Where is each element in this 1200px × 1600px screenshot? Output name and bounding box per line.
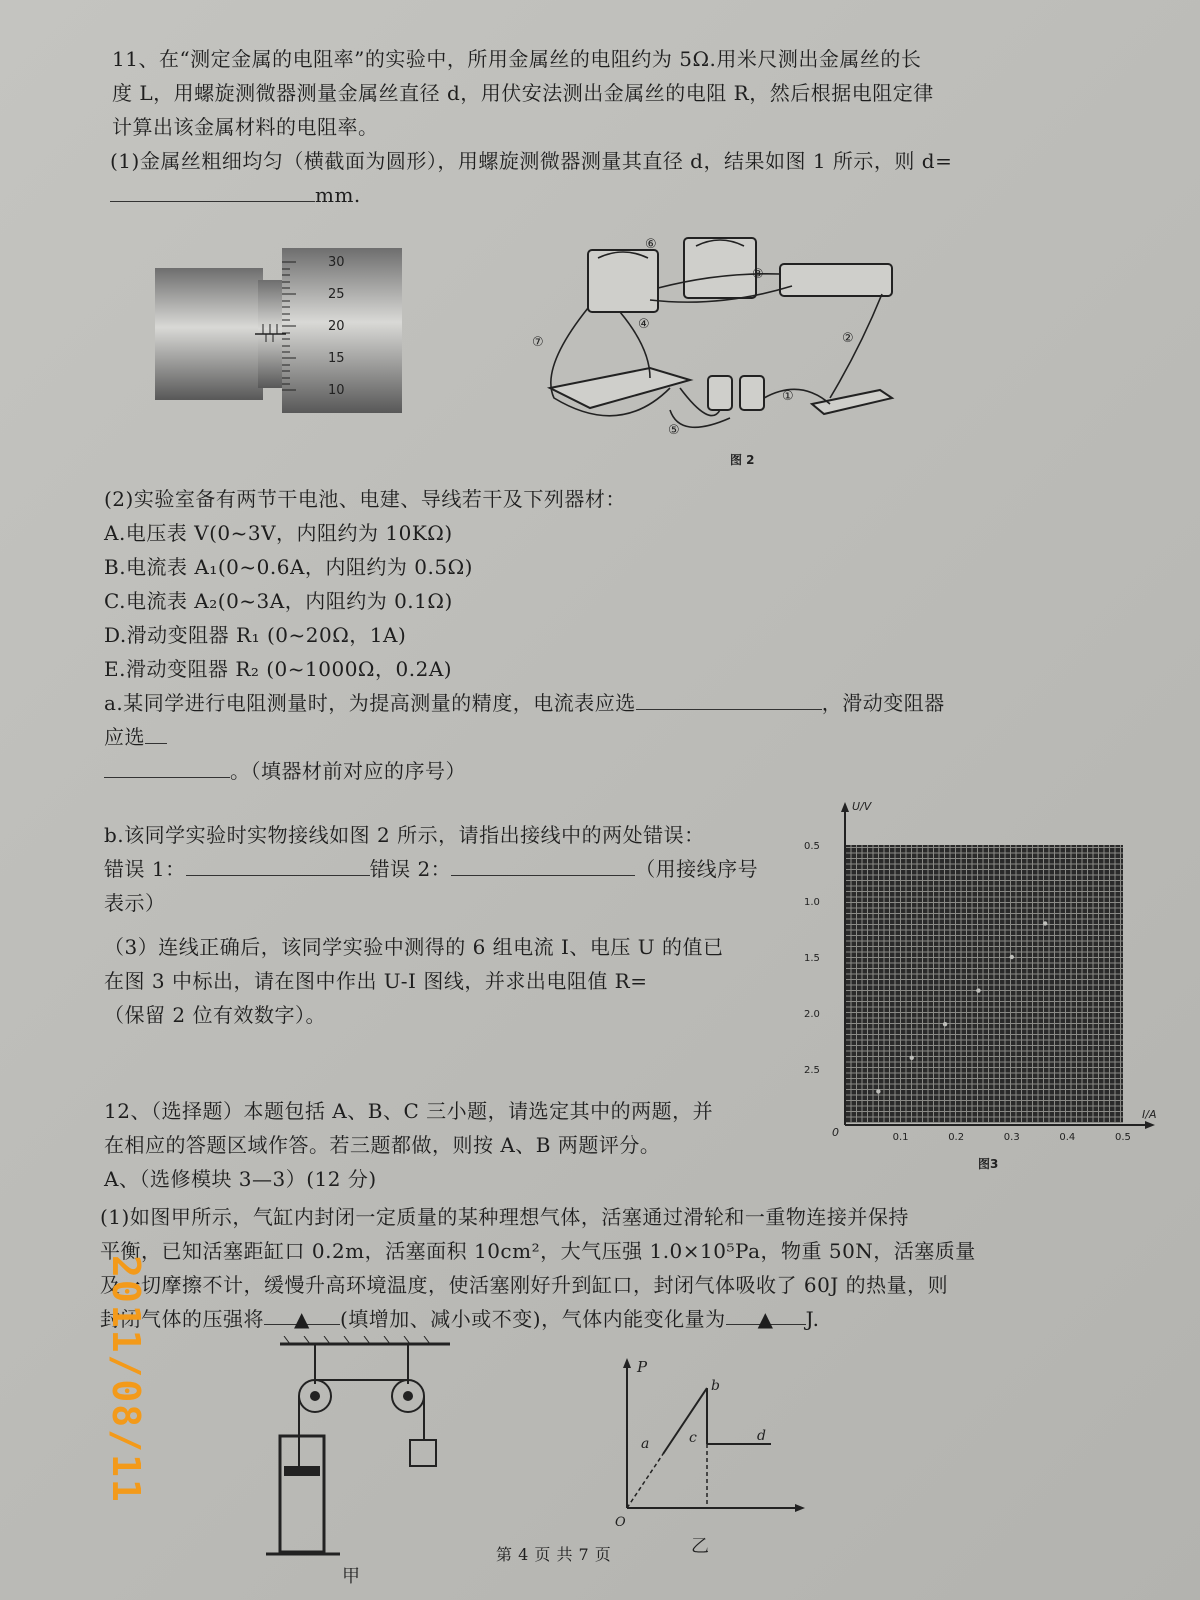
p-axis-label: P: [637, 1358, 648, 1376]
answer-blank-error2[interactable]: [451, 857, 635, 876]
q12-p1-line3: 及一切摩擦不计，缓慢升高环境温度，使活塞刚好升到缸口，封闭气体吸收了 60J 的热量，则: [100, 1273, 949, 1297]
fig3-caption: 图3: [978, 1157, 999, 1171]
q12-p1-line1: (1)如图甲所示，气缸内封闭一定质量的某种理想气体，活塞通过滑轮和一重物连接并保持: [100, 1205, 909, 1229]
date-stamp: 2011/08/11: [104, 1255, 148, 1504]
circuit-wiring-figure: [530, 228, 930, 468]
wire-label-6: ⑥: [645, 237, 657, 252]
wire-label-4: ④: [638, 317, 650, 332]
pt-graph-figure: [605, 1356, 805, 1566]
answer-blank-error1[interactable]: [186, 857, 370, 876]
graph-origin: 0: [832, 1126, 839, 1139]
answer-blank-rheostat[interactable]: [145, 725, 167, 744]
q11-a-text3: 。（填器材前对应的序号）: [230, 759, 466, 783]
hanging-weight: [410, 1440, 436, 1466]
q11-a-text-end: ，滑动变阻器: [821, 691, 945, 715]
q12-text-b: (填增加、减小或不变)，气体内能变化量为: [340, 1307, 726, 1331]
thimble-tick-label: 30: [328, 255, 345, 270]
pt-origin: O: [615, 1515, 626, 1530]
q11-a-line3: [104, 758, 466, 784]
answer-blank-pressure[interactable]: [264, 1306, 340, 1331]
q11-part1-answer-line: [110, 182, 361, 208]
q12-text-a: 封闭气体的压强将: [100, 1307, 264, 1331]
error1-label: 错误 1：: [104, 857, 186, 881]
point-d: d: [757, 1428, 766, 1444]
thimble-tick-label: 20: [328, 319, 345, 334]
piston: [284, 1466, 320, 1476]
fig-jia-caption: 甲: [342, 1566, 360, 1586]
q11-a-line1: [104, 690, 945, 716]
y-tick-label: 0.5: [804, 841, 820, 852]
y-tick-label: 2.0: [804, 1009, 820, 1020]
q11-part3-line3: （保留 2 位有效数字）。: [104, 1003, 326, 1027]
error2-label: 错误 2：: [369, 857, 452, 881]
q11-part2-intro: (2)实验室备有两节干电池、电建、导线若干及下列器材：: [104, 487, 626, 511]
q12-text-c: J.: [805, 1307, 820, 1331]
y-tick-label: 1.0: [804, 897, 820, 908]
data-point: [1010, 955, 1014, 959]
rheostat: [780, 264, 892, 296]
wire-label-1: ①: [782, 389, 794, 404]
gas-cylinder: [280, 1436, 324, 1552]
x-tick-label: 0.3: [1003, 1132, 1020, 1143]
q11-part3-line1: （3）连线正确后，该同学实验中测得的 6 组电流 I、电压 U 的值已: [104, 935, 724, 959]
wire-label-7: ⑦: [532, 335, 544, 350]
data-point: [943, 1022, 947, 1026]
x-tick-label: 0.4: [1059, 1132, 1076, 1143]
x-tick-label: 0.2: [948, 1132, 965, 1143]
wire-label-3: ③: [752, 267, 764, 282]
q11-a-text: a.某同学进行电阻测量时，为提高测量的精度，电流表应选: [104, 691, 636, 715]
option-d: D.滑动变阻器 R₁ (0~20Ω，1A): [104, 623, 407, 647]
x-tick-label: 0.5: [1115, 1132, 1131, 1143]
point-a: a: [641, 1436, 650, 1452]
micrometer-frame: [155, 268, 263, 400]
fig-yi-caption: 乙: [691, 1536, 709, 1557]
ui-graph: [800, 800, 1180, 1180]
q11-part1: (1)金属丝粗细均匀（横截面为圆形），用螺旋测微器测量其直径 d，结果如图 1 所示，则 d=: [110, 149, 953, 173]
point-b: b: [711, 1378, 720, 1394]
micrometer-figure: [150, 228, 425, 428]
x-axis-label: I/A: [1142, 1108, 1157, 1121]
triangle-marker: ▲: [757, 1307, 774, 1331]
q11-a-line2: [104, 724, 167, 750]
answer-blank-rheostat-cont[interactable]: [104, 759, 230, 778]
q11-b-line1: b.该同学实验时实物接线如图 2 所示，请指出接线中的两处错误：: [104, 823, 705, 847]
q12-p1-line2: 平衡，已知活塞距缸口 0.2m，活塞面积 10cm²，大气压强 1.0×10⁵Pa，物重 50N，活塞质量: [100, 1239, 976, 1263]
point-c: c: [689, 1430, 697, 1446]
option-c: C.电流表 A₂(0~3A，内阻约为 0.1Ω): [104, 589, 453, 613]
ammeter: [684, 238, 756, 298]
thimble-tick-label: 25: [328, 287, 345, 302]
option-b: B.电流表 A₁(0~0.6A，内阻约为 0.5Ω): [104, 555, 473, 579]
y-tick-label: 2.5: [804, 1065, 820, 1076]
q12-line1: 12、（选择题）本题包括 A、B、C 三小题，请选定其中的两题，并: [104, 1099, 714, 1123]
data-point: [876, 1089, 880, 1093]
switch: [812, 390, 892, 414]
option-a: A.电压表 V(0~3V，内阻约为 10KΩ): [104, 521, 453, 545]
q11-line2: 度 L，用螺旋测微器测量金属丝直径 d，用伏安法测出金属丝的电阻 R，然后根据电阻定律: [112, 81, 934, 105]
fig2-caption: 图 2: [730, 453, 755, 467]
q12-p1-line4: [100, 1306, 819, 1332]
thimble-tick-label: 10: [328, 383, 345, 398]
q11-part3-line2: 在图 3 中标出，请在图中作出 U-I 图线，并求出电阻值 R=: [104, 969, 648, 993]
q11-b-line2: [104, 856, 758, 882]
answer-blank-ammeter[interactable]: [636, 691, 822, 710]
unit-mm: mm.: [315, 183, 361, 207]
battery-1: [708, 376, 732, 410]
y-tick-label: 1.5: [804, 953, 820, 964]
data-point: [1043, 921, 1047, 925]
data-point: [910, 1056, 914, 1060]
x-tick-label: 0.1: [892, 1132, 909, 1143]
thimble-tick-label: 15: [328, 351, 345, 366]
q12-a-title: A、（选修模块 3—3）(12 分): [104, 1167, 377, 1191]
wire-label-2: ②: [842, 331, 854, 346]
q11-line1: 11、在“测定金属的电阻率”的实验中，所用金属丝的电阻约为 5Ω.用米尺测出金属丝的长: [112, 47, 922, 71]
y-axis-label: U/V: [852, 800, 872, 813]
triangle-marker: ▲: [294, 1307, 310, 1331]
option-e: E.滑动变阻器 R₂ (0~1000Ω，0.2A): [104, 657, 453, 681]
voltmeter: [588, 250, 658, 312]
battery-2: [740, 376, 764, 410]
answer-blank-energy[interactable]: [726, 1306, 806, 1331]
answer-blank-d[interactable]: [110, 183, 315, 202]
data-point: [976, 988, 980, 992]
error-hint: （用接线序号: [635, 857, 759, 881]
q12-line2: 在相应的答题区域作答。若三题都做，则按 A、B 两题评分。: [104, 1133, 661, 1157]
q11-b-line3: 表示）: [104, 891, 166, 915]
wire-label-5: ⑤: [668, 423, 680, 438]
q11-line3: 计算出该金属材料的电阻率。: [112, 115, 379, 139]
page-footer: 第 4 页 共 7 页: [496, 1545, 612, 1564]
cylinder-pulley-figure: [260, 1336, 460, 1586]
q11-a-text2: 应选: [104, 725, 145, 749]
